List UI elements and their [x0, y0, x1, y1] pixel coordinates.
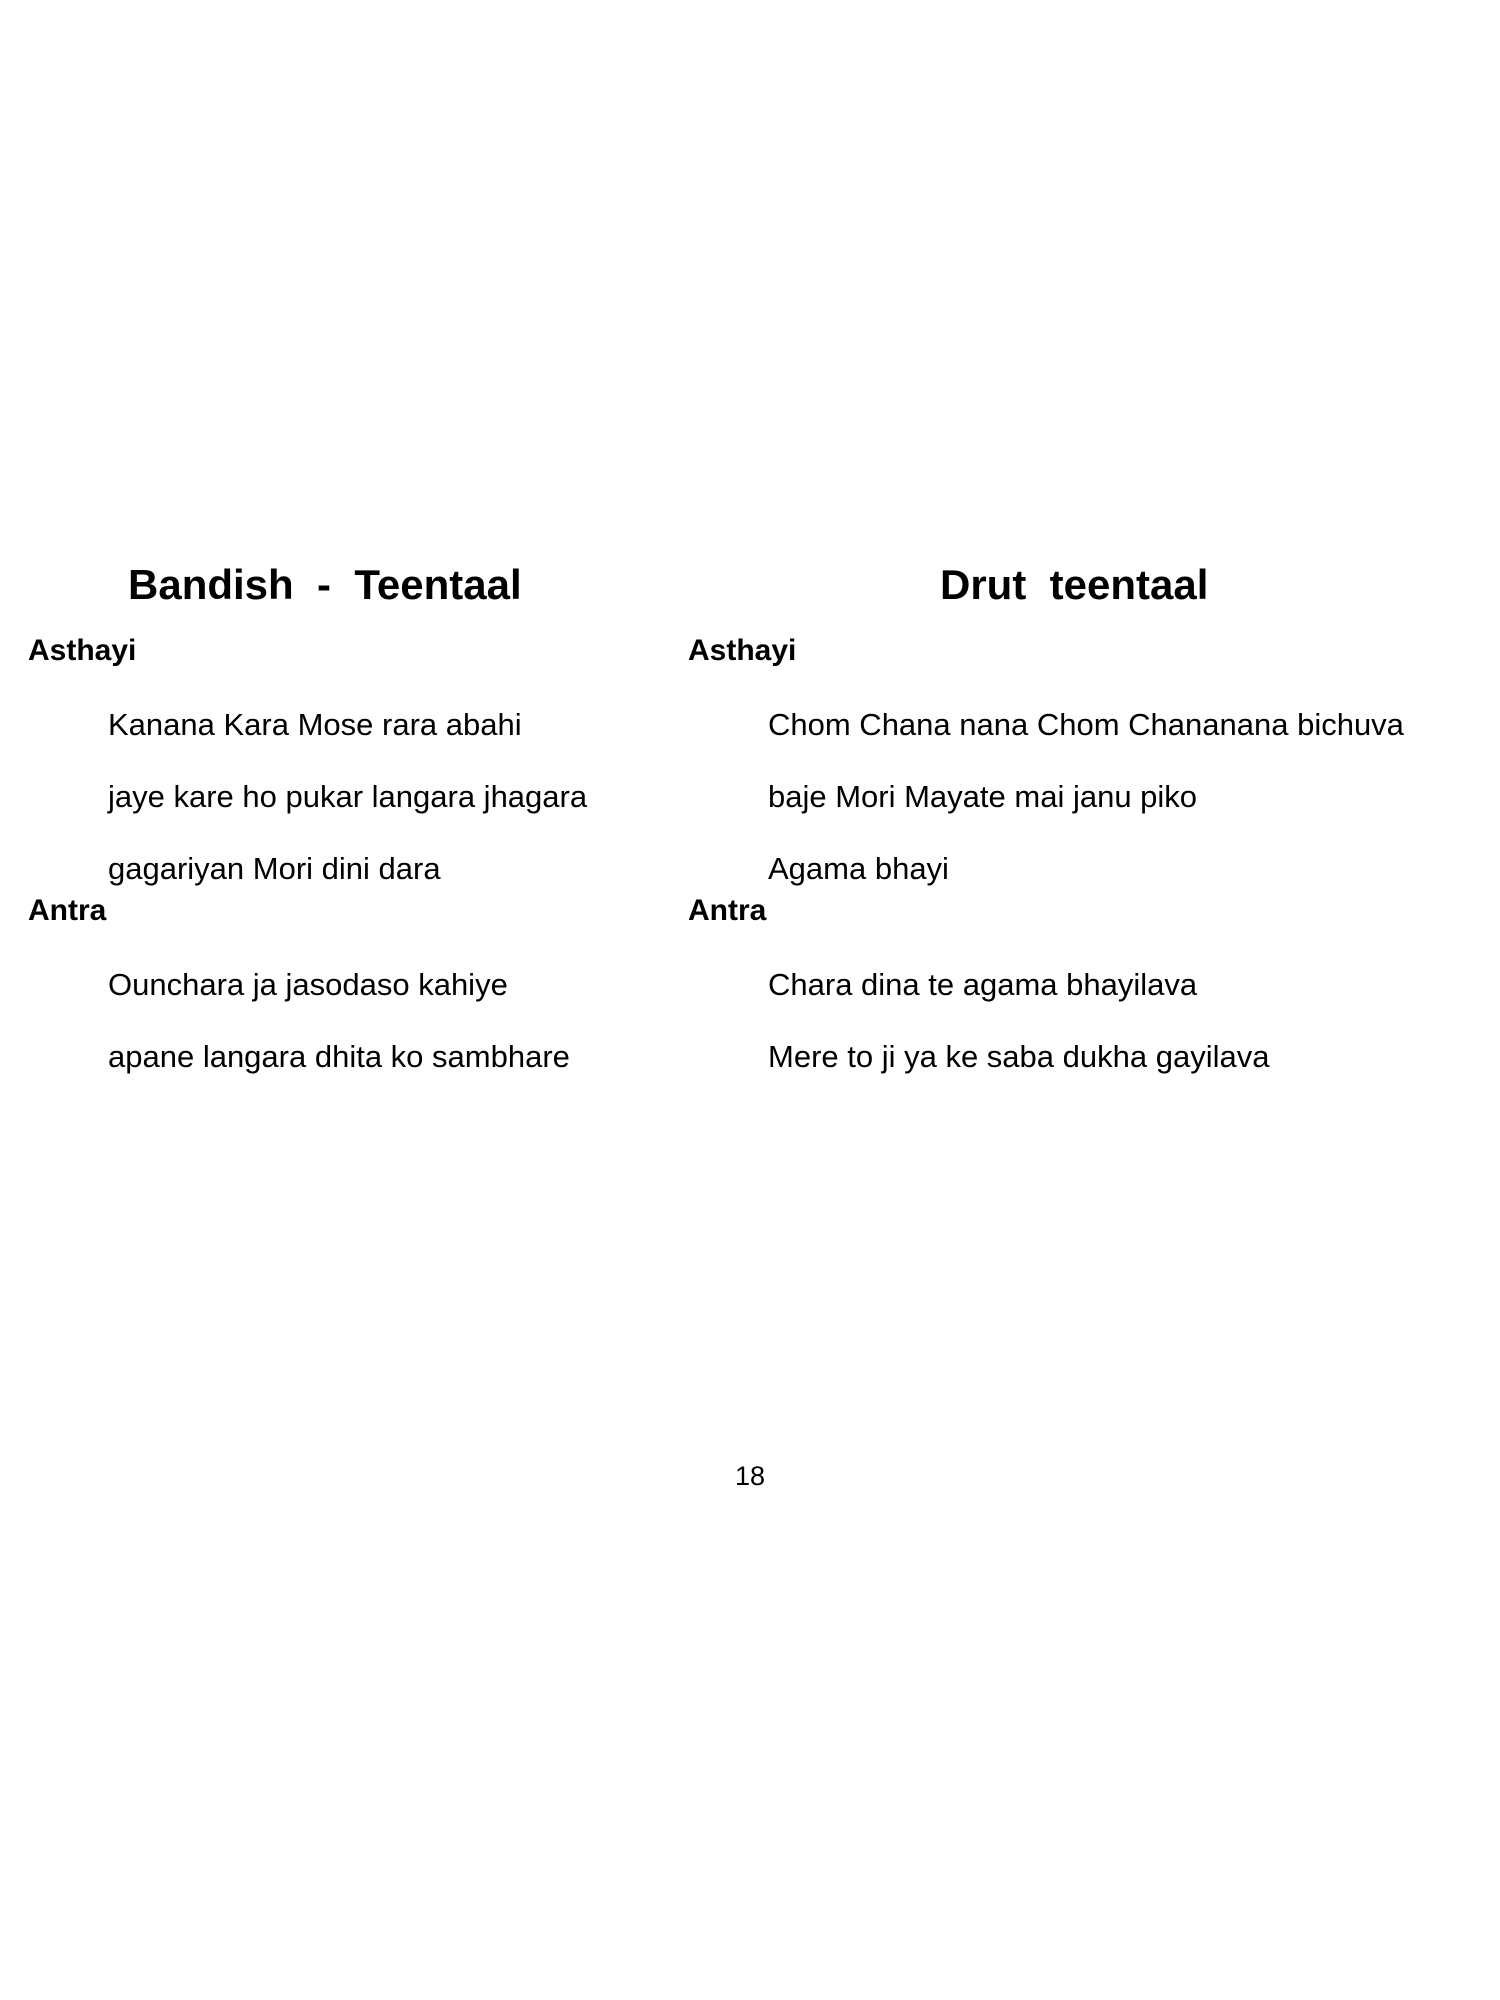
- lyric-line: Kanana Kara Mose rara abahi: [108, 707, 522, 742]
- lyric-line: gagariyan Mori dini dara: [108, 851, 441, 886]
- lyric-line: apane langara dhita ko sambhare: [108, 1039, 570, 1074]
- left-antra-lines: [28, 967, 678, 1075]
- lyric-line: baje Mori Mayate mai janu piko: [768, 779, 1198, 814]
- right-antra-lines: [688, 967, 1488, 1075]
- left-column-bandish: [28, 555, 678, 1075]
- lyric-line: jaye kare ho pukar langara jhagara: [108, 779, 588, 814]
- page-number: 18: [734, 1461, 766, 1491]
- left-antra-label: Antra: [28, 894, 107, 927]
- right-column-title: Drut teentaal: [940, 561, 1209, 608]
- right-antra-label: Antra: [688, 894, 767, 927]
- left-column-title: Bandish - Teentaal: [128, 561, 522, 608]
- left-asthayi-lines: [28, 707, 678, 887]
- right-column-drut-teentaal: [688, 555, 1488, 1075]
- left-asthayi-label: Asthayi: [28, 634, 137, 667]
- right-asthayi-lines: [688, 707, 1488, 887]
- right-asthayi-label: Asthayi: [688, 634, 797, 667]
- lyric-line: Chom Chana nana Chom Chananana bichuva: [768, 707, 1404, 742]
- lyric-line: Agama bhayi: [768, 851, 949, 886]
- lyric-line: Chara dina te agama bhayilava: [768, 967, 1198, 1002]
- lyric-line: Mere to ji ya ke saba dukha gayilava: [768, 1039, 1270, 1074]
- lyric-line: Ounchara ja jasodaso kahiye: [108, 967, 508, 1002]
